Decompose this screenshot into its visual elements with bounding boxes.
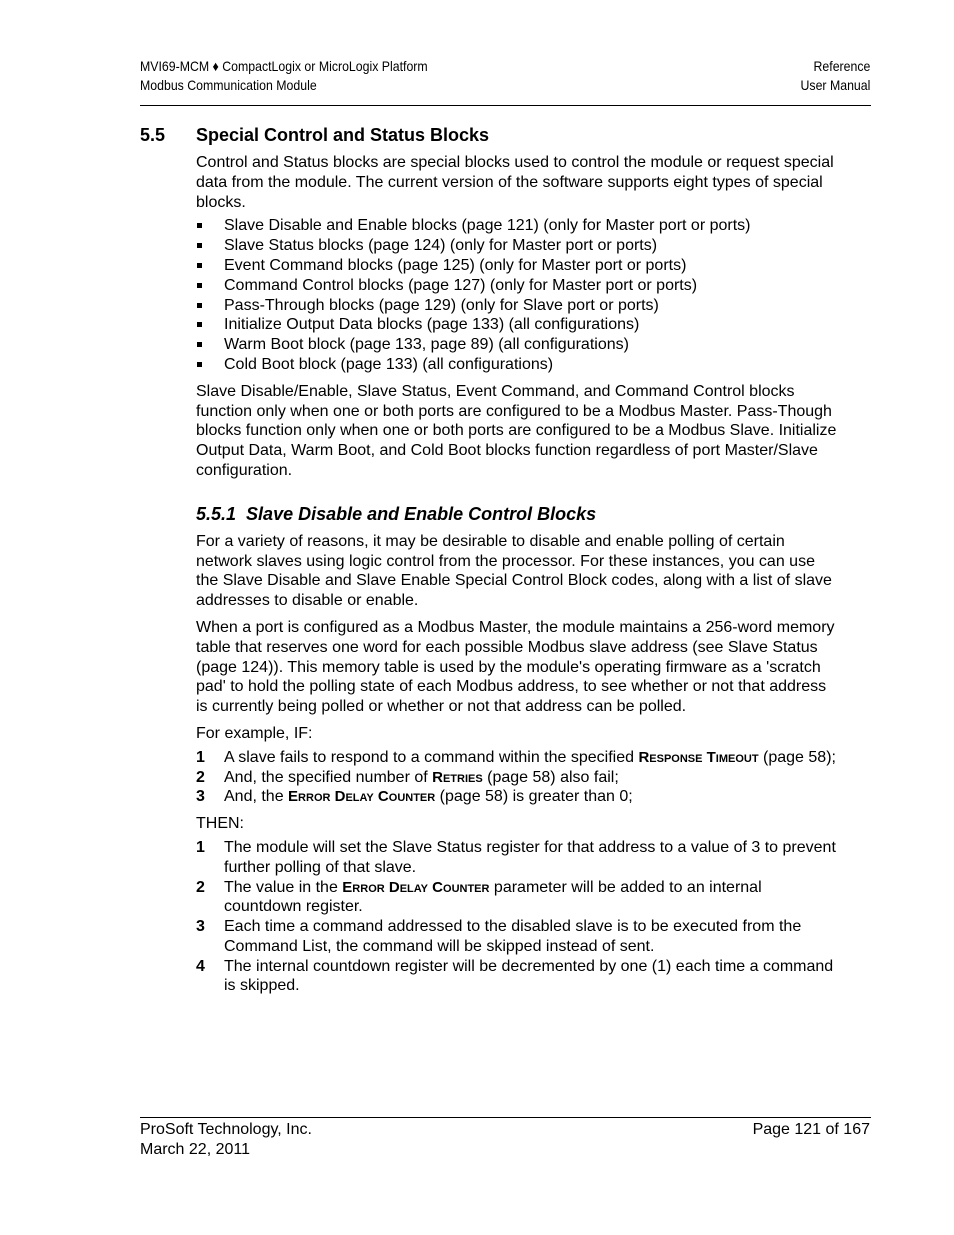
footer-company: ProSoft Technology, Inc. bbox=[140, 1121, 312, 1138]
item-number: 3 bbox=[196, 918, 205, 936]
list-item bbox=[196, 878, 840, 918]
subsection-heading bbox=[196, 503, 840, 525]
list-item bbox=[196, 917, 840, 957]
header-reference: Reference bbox=[813, 58, 870, 74]
list-item bbox=[196, 957, 840, 997]
item-term: Error Delay Counter bbox=[288, 788, 436, 806]
item-text: And, the bbox=[224, 788, 289, 806]
item-text: And, the specified number of bbox=[224, 768, 433, 786]
then-label: THEN: bbox=[196, 815, 244, 833]
item-number: 1 bbox=[196, 838, 205, 856]
page-number: Page 121 of 167 bbox=[752, 1121, 870, 1138]
page-content bbox=[140, 124, 840, 996]
running-header-right bbox=[800, 57, 870, 95]
footer-rule bbox=[140, 1117, 871, 1118]
section-heading bbox=[140, 124, 840, 146]
item-text-after: (page 58) is greater than 0; bbox=[435, 788, 633, 806]
item-text: The internal countdown register will be decremented by one (1) each time a command is skipped. bbox=[224, 957, 834, 995]
list-item: Warm Boot block (page 133, page 89) (all configurations) bbox=[196, 335, 840, 355]
if-conditions-list bbox=[196, 748, 840, 807]
list-item: Slave Status blocks (page 124) (only for Master port or ports) bbox=[196, 236, 840, 256]
subsection-para-2: When a port is configured as a Modbus Master, the module maintains a 256-word memory table that reserves one word for each possible Modbus slave address (see Slave Status (page 124)). This memory table is used by the module's operating firmware as a 'scratch pad' to hold the polling state of each Modbus address, to see whether or not that address is currently being polled or whether or not that address can be polled. bbox=[196, 618, 835, 716]
item-term: Error Delay Counter bbox=[342, 878, 490, 896]
item-number: 1 bbox=[196, 748, 205, 766]
item-text: The module will set the Slave Status register for that address to a value of 3 to prevent further polling of that slave. bbox=[224, 838, 836, 876]
footer-right bbox=[753, 1120, 870, 1140]
item-term: Response Timeout bbox=[638, 748, 759, 766]
item-number: 4 bbox=[196, 957, 205, 975]
item-number: 2 bbox=[196, 768, 205, 786]
subsection-title: Slave Disable and Enable Control Blocks bbox=[246, 503, 597, 524]
list-item: Event Command blocks (page 125) (only for Master port or ports) bbox=[196, 256, 840, 276]
block-types-list bbox=[196, 216, 840, 374]
list-item: Slave Disable and Enable blocks (page 121) (only for Master port or ports) bbox=[196, 216, 840, 236]
header-module-line: Modbus Communication Module bbox=[140, 77, 317, 93]
list-item: Pass-Through blocks (page 129) (only for Slave port or ports) bbox=[196, 296, 840, 316]
item-term: Retries bbox=[432, 768, 483, 786]
item-text-after: parameter will be added to an internal countdown register. bbox=[224, 878, 762, 916]
list-item bbox=[196, 768, 840, 788]
running-header-left bbox=[140, 57, 428, 95]
item-text-after: (page 58); bbox=[758, 748, 836, 766]
header-rule bbox=[140, 105, 871, 106]
subsection-number: 5.5.1 bbox=[196, 503, 237, 524]
section-title: Special Control and Status Blocks bbox=[196, 125, 490, 145]
item-number: 2 bbox=[196, 878, 205, 896]
item-text: The value in the bbox=[224, 878, 343, 896]
header-manual-type: User Manual bbox=[800, 77, 870, 93]
item-text-after: (page 58) also fail; bbox=[482, 768, 619, 786]
list-item: Cold Boot block (page 133) (all configurations) bbox=[196, 355, 840, 375]
then-actions-list bbox=[196, 838, 840, 996]
item-text: A slave fails to respond to a command within the specified bbox=[224, 748, 639, 766]
list-item: Command Control blocks (page 127) (only for Master port or ports) bbox=[196, 276, 840, 296]
item-number: 3 bbox=[196, 788, 205, 806]
section-intro: Control and Status blocks are special blocks used to control the module or request special data from the module. The current version of the software supports eight types of special blocks. bbox=[196, 154, 834, 211]
subsection-para-1: For a variety of reasons, it may be desirable to disable and enable polling of certain network slaves using logic control from the processor. For these instances, you can use the Slave Disable and Slave Enable Special Control Block codes, along with a list of slave addresses to disable or enable. bbox=[196, 532, 832, 610]
footer-left bbox=[140, 1120, 312, 1160]
list-item bbox=[196, 838, 840, 878]
item-text: Each time a command addressed to the disabled slave is to be executed from the Command List, the command will be skipped instead of sent. bbox=[224, 918, 802, 955]
list-item bbox=[196, 787, 840, 807]
section-number: 5.5 bbox=[140, 125, 166, 145]
example-intro: For example, IF: bbox=[196, 724, 313, 742]
list-item: Initialize Output Data blocks (page 133) (all configurations) bbox=[196, 315, 840, 335]
section-summary: Slave Disable/Enable, Slave Status, Event Command, and Command Control blocks function only when one or both ports are configured to be a Modbus Master. Pass-Though blocks function only when one or both ports are configured to be a Modbus Slave. Initialize Output Data, Warm Boot, and Cold Boot blocks function regardless of port Master/Slave configuration. bbox=[196, 382, 837, 479]
header-product-line: MVI69-MCM ♦ CompactLogix or MicroLogix Platform bbox=[140, 58, 428, 74]
list-item bbox=[196, 748, 840, 768]
footer-date: March 22, 2011 bbox=[140, 1140, 250, 1158]
